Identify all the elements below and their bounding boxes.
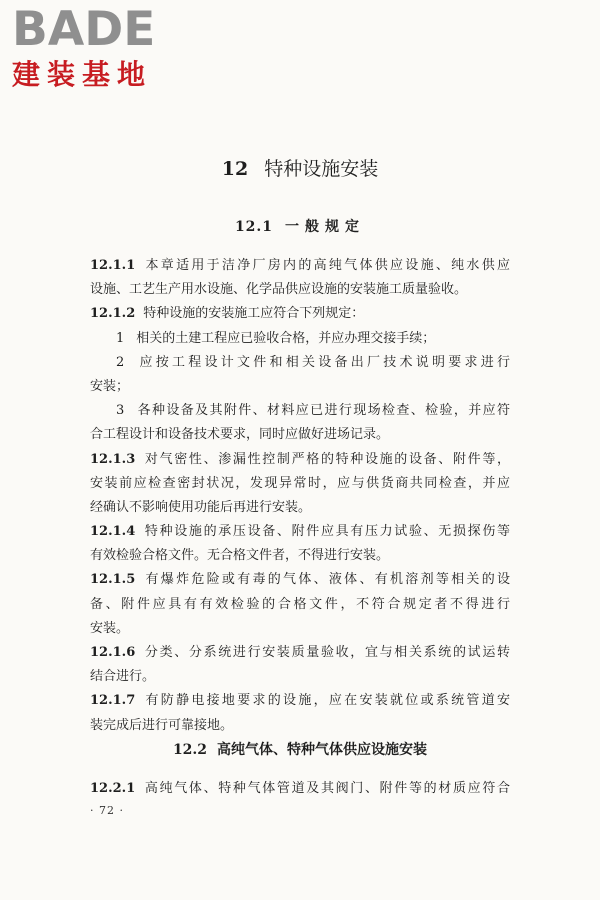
clause-line: [90, 423, 510, 447]
clause-line: [90, 544, 510, 568]
clause-text: 对气密性、渗漏性控制严格的特种设施的设备、附件等，: [143, 451, 510, 467]
clause-line: [90, 617, 510, 641]
clause-line: [90, 399, 510, 423]
item-number: 3: [116, 403, 125, 419]
clause-number: 12.1.5: [90, 572, 136, 588]
clause-line: [90, 520, 510, 544]
clause-line: [90, 302, 510, 326]
clause-text: 安装。: [90, 620, 130, 636]
clause-number: 12.1.7: [90, 693, 136, 709]
item-number: 2: [116, 354, 125, 370]
clause-text: 装完成后进行可靠接地。: [90, 717, 234, 733]
clause-number: 12.1.3: [90, 451, 136, 467]
item-number: 1: [116, 330, 125, 346]
clause-text: 应按工程设计文件和相关设备出厂技术说明要求进行: [136, 354, 510, 370]
section-heading-12-2: [0, 740, 600, 760]
clause-number: 12.1.1: [90, 258, 136, 273]
clause-line: [90, 714, 510, 738]
clause-text: 安装前应检查密封状况，发现异常时，应与供货商共同检查，并应: [90, 475, 510, 491]
clause-text: 特种设施的安装施工应符合下列规定：: [143, 306, 365, 322]
clause-text: 有爆炸危险或有毒的气体、液体、有机溶剂等相关的设: [143, 572, 510, 588]
clause-text: 高纯气体、特种气体管道及其阀门、附件等的材质应符合: [143, 781, 510, 796]
clause-line: [90, 351, 510, 375]
chapter-number: 12: [221, 158, 249, 180]
chapter-heading: [0, 156, 600, 182]
clause-line: [90, 327, 510, 351]
clause-text: 设施、工艺生产用水设施、化学品供应设施的安装施工质量验收。: [90, 282, 468, 298]
clause-number: 12.1.6: [90, 645, 136, 660]
clause-line: [90, 496, 510, 520]
clause-line: [90, 278, 510, 302]
clause-text: 结合进行。: [90, 669, 156, 685]
clause-line: [90, 689, 510, 713]
clause-line: [90, 568, 510, 592]
clause-line: [90, 641, 510, 665]
page-number: · 72 ·: [90, 804, 124, 817]
clause-number: 12.2.1: [90, 781, 136, 796]
clause-text: 有效检验合格文件。无合格文件者，不得进行安装。: [90, 548, 390, 564]
clause-text: 分类、分系统进行安装质量验收，宜与相关系统的试运转: [143, 645, 510, 660]
logo-subtitle: 建装基地: [12, 58, 153, 91]
clause-line: [90, 254, 510, 278]
section-number: 12.1: [234, 219, 274, 235]
clause-number: 12.1.4: [90, 524, 136, 540]
clauses-body: [90, 254, 510, 738]
clause-text: 安装；: [90, 378, 130, 394]
clause-line: [90, 593, 510, 617]
section-number: 12.2: [172, 742, 208, 758]
clause-text: 经确认不影响使用功能后再进行安装。: [90, 499, 312, 515]
section-title: 高纯气体、特种气体供应设施安装: [217, 742, 428, 758]
clause-text: 合工程设计和设备技术要求，同时应做好进场记录。: [90, 427, 390, 443]
clause-text: 本章适用于洁净厂房内的高纯气体供应设施、纯水供应: [143, 258, 510, 273]
clause-line: [90, 472, 510, 496]
clause-text: 备、附件应具有有效检验的合格文件，不符合规定者不得进行: [90, 596, 510, 612]
section-heading-12-1: [0, 217, 600, 237]
clause-text: 各种设备及其附件、材料应已进行现场检查、检验，并应符: [136, 403, 510, 419]
clause-text: 有防静电接地要求的设施，应在安装就位或系统管道安: [143, 693, 510, 709]
clause-line: [90, 777, 510, 801]
clause-line: [90, 375, 510, 399]
clause-number: 12.1.2: [90, 306, 136, 322]
clause-12-2-1: [90, 777, 510, 801]
clause-text: 特种设施的承压设备、附件应具有压力试验、无损探伤等: [143, 524, 510, 540]
chapter-title: 特种设施安装: [264, 158, 379, 180]
bade-logo: [12, 4, 182, 92]
section-title: 一般规定: [285, 219, 366, 235]
clause-line: [90, 665, 510, 689]
clause-text: 相关的土建工程应已验收合格，并应办理交接手续；: [136, 330, 436, 346]
clause-line: [90, 448, 510, 472]
logo-brand: BADE: [12, 2, 156, 57]
